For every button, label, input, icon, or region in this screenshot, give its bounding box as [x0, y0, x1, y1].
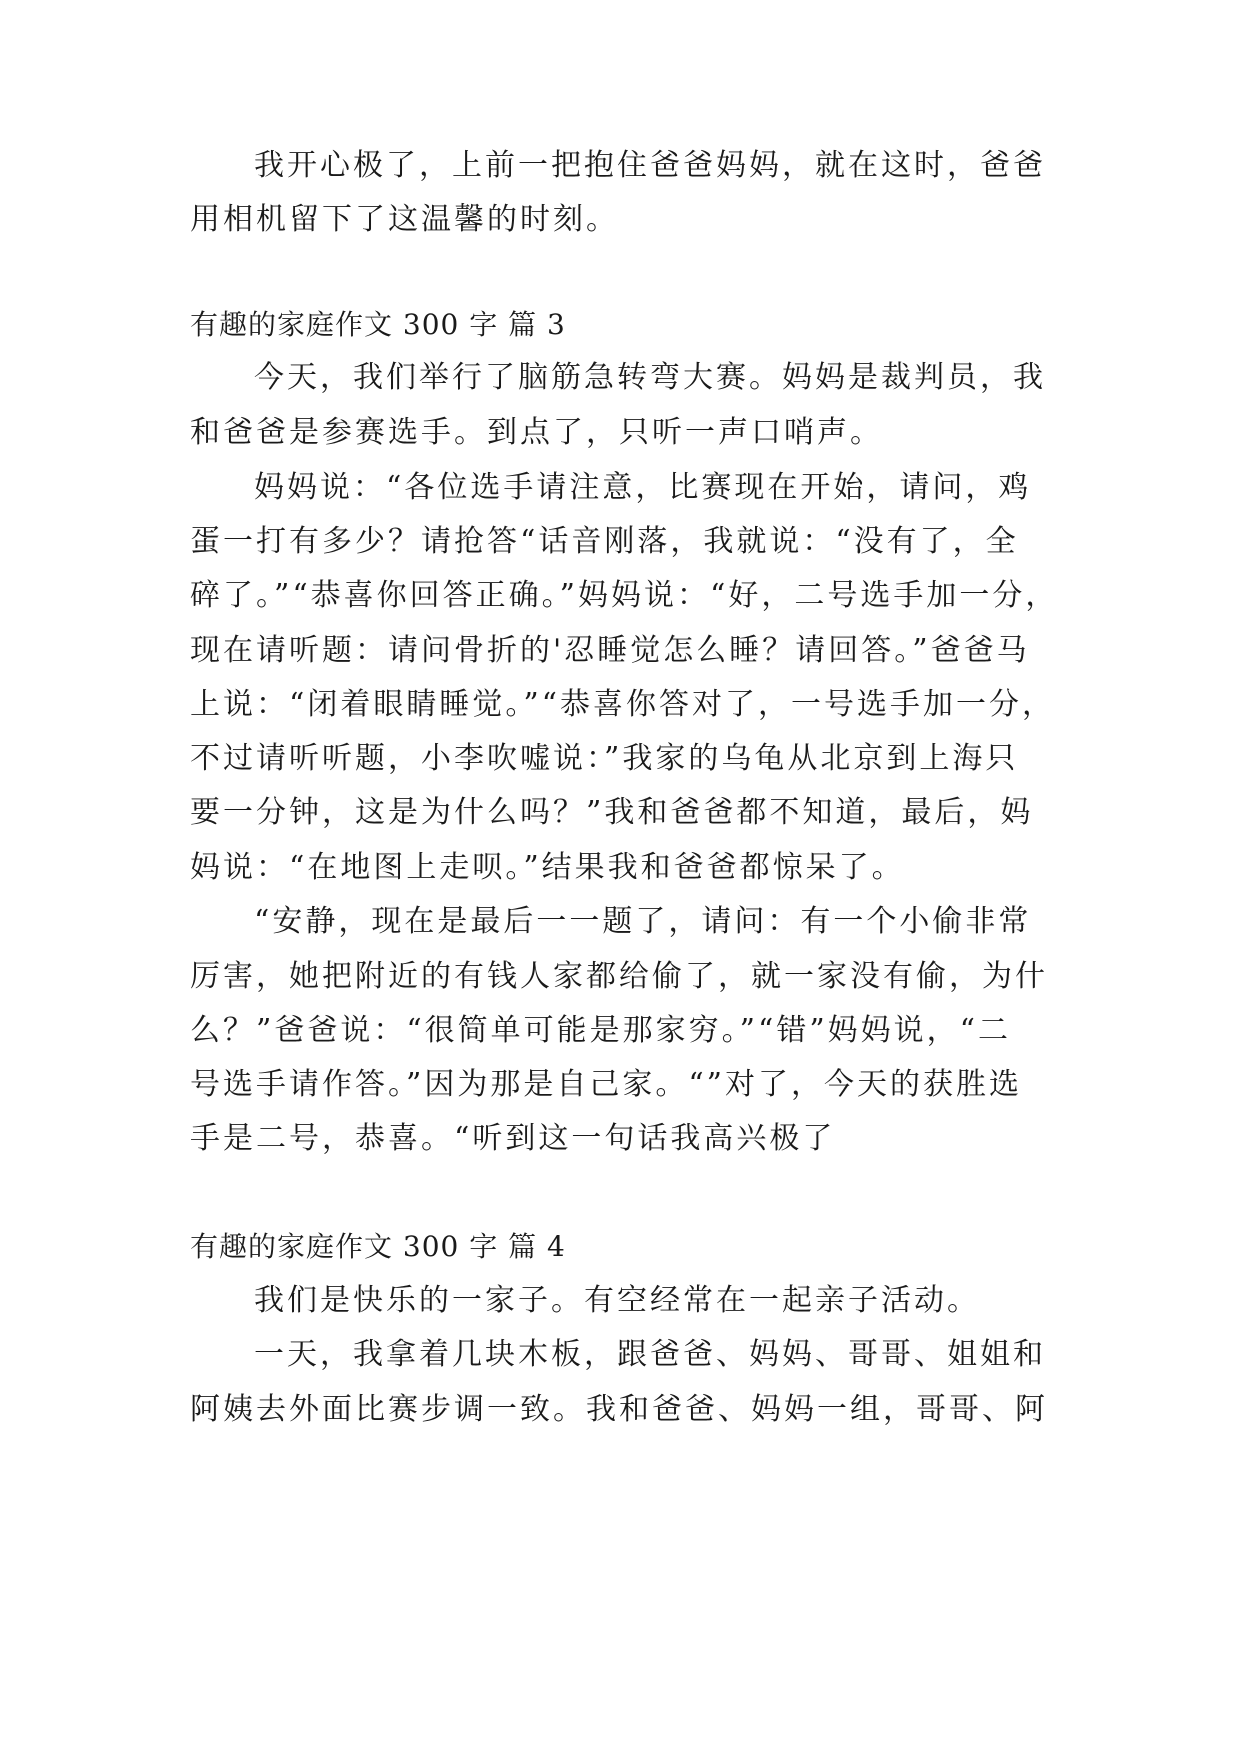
paragraph-line: 我们是快乐的一家子。有空经常在一起亲子活动。	[254, 1283, 980, 1318]
paragraph-line: “安静，现在是最后一一题了，请问：有一个小偷非常	[254, 904, 1032, 939]
paragraph-line: 蛋一打有多少？请抢答“话音刚落，我就说：“没有了，全	[190, 524, 1019, 559]
paragraph-line: 妈说：“在地图上走呗。”结果我和爸爸都惊呆了。	[190, 850, 905, 885]
paragraph-line: 和爸爸是参赛选手。到点了，只听一声口哨声。	[190, 415, 883, 450]
paragraph-line: 不过请听听题，小李吹嘘说：”我家的乌龟从北京到上海只	[190, 741, 1019, 776]
paragraph-line: 用相机留下了这温馨的时刻。	[190, 202, 619, 237]
paragraph-line: 今天，我们举行了脑筋急转弯大赛。妈妈是裁判员，我	[254, 360, 1046, 395]
section-heading: 有趣的家庭作文 300 字 篇 3	[190, 308, 566, 341]
paragraph-line: 一天，我拿着几块木板，跟爸爸、妈妈、哥哥、姐姐和	[254, 1337, 1046, 1372]
paragraph-line: 阿姨去外面比赛步调一致。我和爸爸、妈妈一组，哥哥、阿	[190, 1392, 1048, 1427]
paragraph-line: 上说：“闭着眼睛睡觉。”“恭喜你答对了，一号选手加一分，	[190, 687, 1056, 722]
paragraph-line: 号选手请作答。”因为那是自己家。“”对了，今天的获胜选	[190, 1067, 1023, 1102]
paragraph-line: 么？”爸爸说：“很简单可能是那家穷。”“错”妈妈说，“二	[190, 1013, 1012, 1048]
paragraph-line: 我开心极了，上前一把抱住爸爸妈妈，就在这时，爸爸	[254, 148, 1046, 183]
paragraph-line: 现在请听题：请问骨折的'忍睡觉怎么睡？请回答。”爸爸马	[190, 633, 1030, 668]
paragraph-line: 厉害，她把附近的有钱人家都给偷了，就一家没有偷，为什	[190, 959, 1048, 994]
paragraph-line: 妈妈说：“各位选手请注意，比赛现在开始，请问，鸡	[254, 470, 1032, 505]
section-heading: 有趣的家庭作文 300 字 篇 4	[190, 1230, 566, 1263]
paragraph-line: 碎了。”“恭喜你回答正确。”妈妈说：“好，二号选手加一分，	[190, 578, 1059, 613]
paragraph-line: 手是二号，恭喜。“听到这一句话我高兴极了	[190, 1121, 836, 1156]
paragraph-line: 要一分钟，这是为什么吗？”我和爸爸都不知道，最后，妈	[190, 795, 1034, 830]
